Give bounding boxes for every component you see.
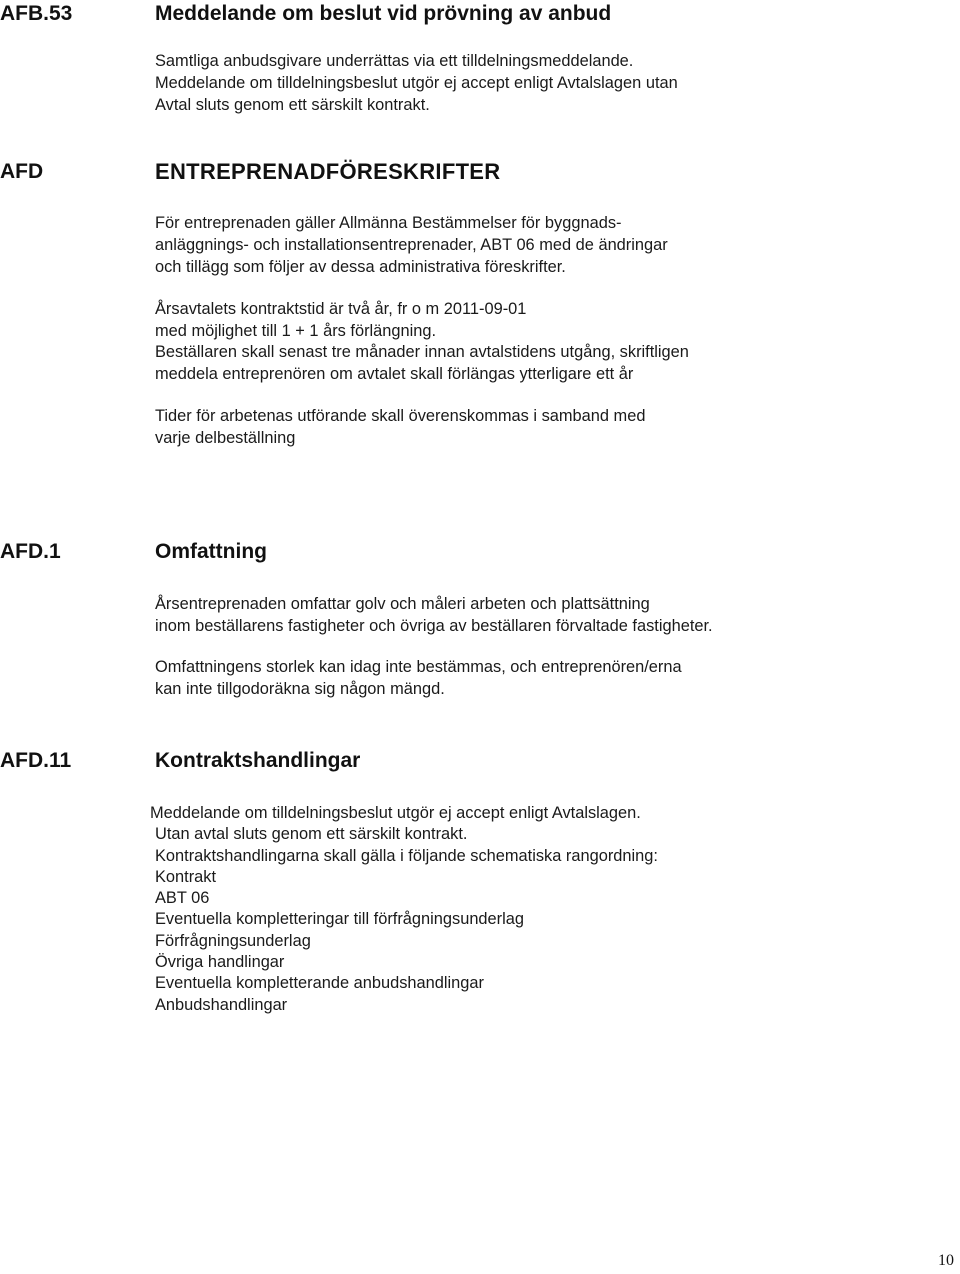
text-line: Årsavtalets kontraktstid är två år, fr o m 2011-09-01 — [155, 300, 527, 318]
list-item: Eventuella kompletterande anbudshandlingar — [155, 974, 484, 992]
list-item: Eventuella kompletteringar till förfrågningsunderlag — [155, 910, 524, 928]
section-code-afd1: AFD.1 — [0, 540, 61, 563]
section-heading-afd1: Omfattning — [155, 540, 267, 563]
text-line: Avtal sluts genom ett särskilt kontrakt. — [155, 96, 430, 114]
list-item: Kontrakt — [155, 868, 217, 886]
section-heading-afb53: Meddelande om beslut vid prövning av anbud — [155, 2, 612, 25]
text-line: varje delbeställning — [155, 429, 296, 447]
text-line: Samtliga anbudsgivare underrättas via ett tilldelningsmeddelande. — [155, 52, 634, 70]
list-item: Övriga handlingar — [155, 953, 285, 971]
text-line: med möjlighet till 1 + 1 års förlängning. — [155, 322, 437, 340]
text-line: och tillägg som följer av dessa administrativa föreskrifter. — [155, 258, 566, 276]
text-line: Utan avtal sluts genom ett särskilt kontrakt. — [155, 825, 468, 843]
page-number: 10 — [938, 1252, 954, 1269]
text-line: Kontraktshandlingarna skall gälla i följande schematiska rangordning: — [155, 847, 658, 865]
text-line: Omfattningens storlek kan idag inte bestämmas, och entreprenören/erna — [155, 658, 682, 676]
text-line: anläggnings- och installationsentreprenader, ABT 06 med de ändringar — [155, 236, 668, 254]
section-heading-afd: ENTREPRENADFÖRESKRIFTER — [155, 159, 501, 184]
section-code-afd: AFD — [0, 160, 44, 183]
text-line: Meddelande om tilldelningsbeslut utgör ej accept enligt Avtalslagen utan — [155, 74, 678, 92]
section-code-afb53: AFB.53 — [0, 2, 73, 25]
text-line: Årsentreprenaden omfattar golv och måleri arbeten och plattsättning — [155, 595, 650, 613]
text-line: inom beställarens fastigheter och övriga av beställaren förvaltade fastigheter. — [155, 617, 713, 635]
text-line: Meddelande om tilldelningsbeslut utgör ej accept enligt Avtalslagen. — [150, 804, 641, 822]
section-code-afd11: AFD.11 — [0, 749, 72, 772]
section-heading-afd11: Kontraktshandlingar — [155, 749, 361, 772]
text-line: kan inte tillgodoräkna sig någon mängd. — [155, 680, 445, 698]
text-line: Beställaren skall senast tre månader innan avtalstidens utgång, skriftligen — [155, 343, 689, 361]
text-line: meddela entreprenören om avtalet skall förlängas ytterligare ett år — [155, 365, 634, 383]
list-item: Förfrågningsunderlag — [155, 932, 311, 950]
list-item: ABT 06 — [155, 889, 210, 907]
text-line: Tider för arbetenas utförande skall överenskommas i samband med — [155, 407, 646, 425]
text-line: För entreprenaden gäller Allmänna Bestämmelser för byggnads- — [155, 214, 622, 232]
list-item: Anbudshandlingar — [155, 996, 288, 1014]
